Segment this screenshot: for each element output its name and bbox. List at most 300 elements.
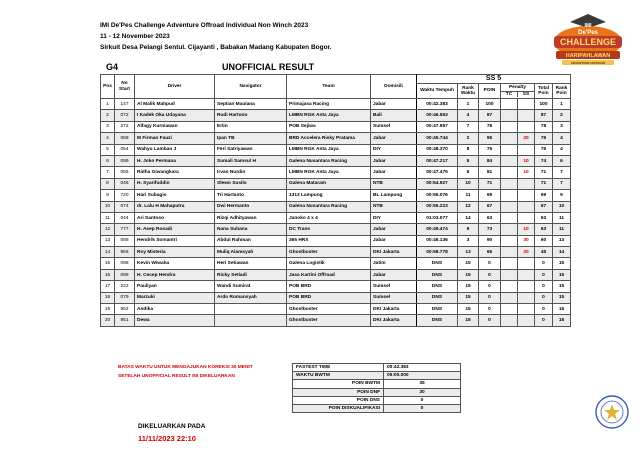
cell-waktu-tempuh: 00:47.475 — [417, 167, 458, 178]
cell-rank-poin: 15 — [553, 281, 571, 292]
cell-team: LMBN RGK Anta Jaya — [287, 110, 371, 121]
cell-waktu-tempuh: DNS — [417, 304, 458, 315]
cell-penalty-ss: 10 — [518, 224, 535, 235]
cell-no-start: 074 — [115, 201, 135, 212]
cell-rank-waktu: 7 — [458, 121, 479, 132]
cell-navigator: Ricky Setiadi — [215, 269, 287, 280]
cell-driver: Ari Santoso — [135, 212, 215, 223]
cell-rank-waktu: 15 — [458, 281, 479, 292]
summary-row — [293, 372, 461, 380]
cell-pos: 10 — [101, 201, 115, 212]
col-rank-waktu: Rank Waktu — [458, 84, 479, 99]
table-row — [101, 292, 571, 303]
cell-rank-poin: 9 — [553, 190, 571, 201]
cell-team: Janoko 4 x 4 — [287, 212, 371, 223]
cell-navigator: Slewo Susilo — [215, 178, 287, 189]
cell-driver: H. Asep Rosadi — [135, 224, 215, 235]
table-row — [101, 235, 571, 246]
cell-rank-poin: 4 — [553, 133, 571, 144]
note-line-1: BATAS WAKTU UNTUK MENGAJUKAN KOREKSI 30 MENIT — [118, 365, 253, 370]
cell-penalty-ss — [518, 315, 535, 326]
cell-navigator — [215, 304, 287, 315]
cell-team: Jasa Kartini Offroad — [287, 269, 371, 280]
logo-text-3: CHALLENGE — [560, 37, 616, 47]
cell-penalty-tc — [501, 224, 518, 235]
cell-total-poin: 45 — [535, 247, 553, 258]
cell-team: Ghostbuster — [287, 304, 371, 315]
cell-waktu-tempuh: 00:47.217 — [417, 155, 458, 166]
cell-domisili: Jabar — [371, 224, 417, 235]
table-row — [101, 190, 571, 201]
cell-penalty-tc — [501, 304, 518, 315]
cell-no-start: 055 — [115, 167, 135, 178]
col-driver: Driver — [135, 75, 215, 99]
cell-rank-waktu: 15 — [458, 258, 479, 269]
cell-poin: 0 — [479, 281, 501, 292]
cell-pos: 6 — [101, 155, 115, 166]
cell-penalty-tc — [501, 121, 518, 132]
cell-waktu-tempuh: DNS — [417, 269, 458, 280]
cell-domisili: DIY — [371, 212, 417, 223]
cell-domisili: Jabar — [371, 99, 417, 110]
col-no-start: No Start — [115, 75, 135, 99]
cell-rank-waktu: 6 — [458, 167, 479, 178]
cell-total-poin: 0 — [535, 269, 553, 280]
cell-rank-waktu: 11 — [458, 190, 479, 201]
cell-navigator: Sumali Samsul H — [215, 155, 287, 166]
cell-rank-waktu: 15 — [458, 292, 479, 303]
cell-pos: 8 — [101, 178, 115, 189]
cell-navigator: Heri Setiawan — [215, 258, 287, 269]
cell-total-poin: 71 — [535, 178, 553, 189]
cell-no-start: 046 — [115, 178, 135, 189]
cell-poin: 0 — [479, 304, 501, 315]
cell-rank-poin: 11 — [553, 224, 571, 235]
cell-team: LMBN RGK Anta Jaya — [287, 167, 371, 178]
cell-rank-waktu: 15 — [458, 315, 479, 326]
cell-pos: 1 — [101, 99, 115, 110]
cell-domisili: Sumsel — [371, 292, 417, 303]
cell-penalty-ss — [518, 212, 535, 223]
cell-navigator: Dwi Hermanto — [215, 201, 287, 212]
cell-rank-waktu: 2 — [458, 133, 479, 144]
cell-no-start: 777 — [115, 224, 135, 235]
cell-penalty-ss: 10 — [518, 155, 535, 166]
cell-rank-waktu: 4 — [458, 110, 479, 121]
table-row — [101, 99, 571, 110]
cell-rank-poin: 15 — [553, 304, 571, 315]
cell-penalty-tc — [501, 258, 518, 269]
cell-total-poin: 75 — [535, 133, 553, 144]
cell-penalty-tc — [501, 167, 518, 178]
cell-domisili: DKI Jakarta — [371, 304, 417, 315]
cell-domisili: Sumsel — [371, 281, 417, 292]
cell-rank-waktu: 8 — [458, 144, 479, 155]
cell-driver: Marzuki — [135, 292, 215, 303]
penalty-label: Penalty — [501, 85, 534, 92]
cell-rank-poin: 7 — [553, 167, 571, 178]
cell-waktu-tempuh: DNS — [417, 315, 458, 326]
summary-key: POIN DNS — [293, 396, 384, 404]
table-row — [101, 258, 571, 269]
published-datetime: 11/11/2023 22:10 — [138, 434, 196, 443]
cell-rank-poin: 11 — [553, 212, 571, 223]
cell-rank-waktu: 13 — [458, 247, 479, 258]
summary-key: WAKTU BWTM — [293, 372, 384, 380]
table-row — [101, 121, 571, 132]
cell-navigator: Rudi Hartono — [215, 110, 287, 121]
table-row — [101, 212, 571, 223]
table-row — [101, 281, 571, 292]
cell-rank-poin: 15 — [553, 258, 571, 269]
cell-domisili: Jabar — [371, 167, 417, 178]
table-row — [101, 167, 571, 178]
summary-value: 30 — [384, 388, 461, 396]
cell-domisili: NTB — [371, 201, 417, 212]
col-rank-poin: Rank Poin — [553, 84, 571, 99]
cell-driver: Roy Misteria — [135, 247, 215, 258]
cell-navigator: Abdul Rahman — [215, 235, 287, 246]
cell-penalty-tc — [501, 235, 518, 246]
cell-penalty-ss — [518, 269, 535, 280]
cell-rank-waktu: 3 — [458, 235, 479, 246]
summary-row — [293, 388, 461, 396]
cell-no-start: 098 — [115, 258, 135, 269]
cell-driver: Ridha Giwangkara — [135, 167, 215, 178]
logo-text-5: ADVENTURE OFFROAD — [570, 61, 606, 65]
cell-team: 365 HRX — [287, 235, 371, 246]
summary-value: 35 — [384, 380, 461, 388]
cell-waktu-tempuh: 00:55.223 — [417, 201, 458, 212]
cell-team: BRD Accelera Risky Pratama — [287, 133, 371, 144]
col-tc: TC — [501, 92, 518, 98]
cell-driver: Hendrik Somantri — [135, 235, 215, 246]
cell-poin: 0 — [479, 292, 501, 303]
cell-no-start: 072 — [115, 110, 135, 121]
cell-pos: 14 — [101, 247, 115, 258]
table-row — [101, 304, 571, 315]
cell-pos: 20 — [101, 315, 115, 326]
cell-penalty-tc — [501, 212, 518, 223]
cell-team: POB Sejiwa — [287, 121, 371, 132]
cell-waktu-tempuh: 00:55.076 — [417, 190, 458, 201]
summary-table — [292, 363, 461, 413]
cell-team: LMBN RGK Anta Jaya — [287, 144, 371, 155]
cell-poin: 71 — [479, 178, 501, 189]
table-row — [101, 224, 571, 235]
cell-total-poin: 67 — [535, 201, 553, 212]
cell-driver: Wahyu Lamban J — [135, 144, 215, 155]
cell-driver: Andika — [135, 304, 215, 315]
cell-rank-waktu: 9 — [458, 224, 479, 235]
cell-navigator: Tri Hartanto — [215, 190, 287, 201]
cell-rank-poin: 7 — [553, 178, 571, 189]
summary-key: FASTEST TIME — [293, 364, 384, 372]
cell-penalty-tc — [501, 269, 518, 280]
cell-penalty-tc — [501, 99, 518, 110]
cell-driver: Dewa — [135, 315, 215, 326]
table-row — [101, 155, 571, 166]
cell-pos: 2 — [101, 110, 115, 121]
cell-domisili: Sumsel — [371, 121, 417, 132]
cell-no-start: 147 — [115, 99, 135, 110]
cell-team: Ghostbuster — [287, 247, 371, 258]
table-row — [101, 144, 571, 155]
cell-domisili: Jabar — [371, 235, 417, 246]
cell-no-start: 069 — [115, 133, 135, 144]
cell-rank-waktu: 10 — [458, 178, 479, 189]
cell-waktu-tempuh: 01:03.077 — [417, 212, 458, 223]
cell-rank-waktu: 1 — [458, 99, 479, 110]
cell-no-start: 054 — [115, 144, 135, 155]
cell-penalty-ss — [518, 258, 535, 269]
cell-team: Galena Logistik — [287, 258, 371, 269]
cell-driver: dr. Lalu H Mahaputra — [135, 201, 215, 212]
cell-domisili: Jabar — [371, 155, 417, 166]
cell-domisili: DIY — [371, 144, 417, 155]
cell-penalty-ss — [518, 292, 535, 303]
cell-rank-poin: 13 — [553, 235, 571, 246]
cell-domisili: NTB — [371, 178, 417, 189]
cell-total-poin: 0 — [535, 292, 553, 303]
cell-poin: 65 — [479, 247, 501, 258]
cell-no-start: 952 — [115, 304, 135, 315]
event-title: IMI De'Pes Challenge Adventure Offroad Individual Non Winch 2023 — [100, 22, 309, 29]
cell-rank-poin: 15 — [553, 269, 571, 280]
results-table — [100, 74, 571, 327]
cell-navigator: Irvan Nurdin — [215, 167, 287, 178]
cell-pos: 4 — [101, 133, 115, 144]
cell-penalty-ss — [518, 281, 535, 292]
cell-pos: 17 — [101, 281, 115, 292]
cell-rank-poin: 15 — [553, 292, 571, 303]
summary-value: 0 — [384, 404, 461, 412]
cell-penalty-ss — [518, 178, 535, 189]
cell-poin: 73 — [479, 224, 501, 235]
event-logo — [548, 12, 628, 67]
col-pos: Pos — [101, 75, 115, 99]
cell-rank-waktu: 14 — [458, 212, 479, 223]
cell-total-poin: 74 — [535, 155, 553, 166]
cell-penalty-ss: 20 — [518, 247, 535, 258]
cell-penalty-tc — [501, 315, 518, 326]
cell-poin: 0 — [479, 258, 501, 269]
cell-navigator: Erlin — [215, 121, 287, 132]
cell-no-start: 044 — [115, 212, 135, 223]
table-row — [101, 315, 571, 326]
summary-value: 0 — [384, 396, 461, 404]
cell-team: Galena Mataram — [287, 178, 371, 189]
cell-total-poin: 0 — [535, 281, 553, 292]
col-total-poin: Total Poin — [535, 84, 553, 99]
cell-penalty-ss: 20 — [518, 133, 535, 144]
cell-pos: 16 — [101, 269, 115, 280]
cell-pos: 15 — [101, 258, 115, 269]
cell-waktu-tempuh: 00:47.957 — [417, 121, 458, 132]
cell-poin: 0 — [479, 315, 501, 326]
cell-total-poin: 60 — [535, 235, 553, 246]
cell-penalty-tc — [501, 292, 518, 303]
cell-team: Galena Nusantara Racing — [287, 155, 371, 166]
cell-domisili: Jabar — [371, 133, 417, 144]
cell-team: 1313 Lampung — [287, 190, 371, 201]
summary-key: POIN BWTM — [293, 380, 384, 388]
cell-waktu-tempuh: DNS — [417, 292, 458, 303]
table-row — [101, 110, 571, 121]
cell-no-start: 951 — [115, 315, 135, 326]
cell-driver: H. Syarifuddin — [135, 178, 215, 189]
cell-poin: 63 — [479, 212, 501, 223]
cell-penalty-ss — [518, 110, 535, 121]
table-row — [101, 178, 571, 189]
cell-no-start: 088 — [115, 235, 135, 246]
cell-no-start: 099 — [115, 155, 135, 166]
cell-waktu-tempuh: 00:49.474 — [417, 224, 458, 235]
cell-navigator: Rizqi Adhityawan — [215, 212, 287, 223]
cell-driver: Al Malik Mahpud — [135, 99, 215, 110]
cell-rank-poin: 2 — [553, 110, 571, 121]
cell-total-poin: 87 — [535, 110, 553, 121]
cell-driver: Kevin Wiwaha — [135, 258, 215, 269]
cell-navigator: Septian Maulana — [215, 99, 287, 110]
cell-team: DC Trans — [287, 224, 371, 235]
cell-waktu-tempuh: 00:48.370 — [417, 144, 458, 155]
cell-penalty-tc — [501, 178, 518, 189]
cell-penalty-ss — [518, 190, 535, 201]
cell-navigator: Nana Suhana — [215, 224, 287, 235]
result-title: UNOFFICIAL RESULT — [222, 62, 315, 72]
cell-poin: 87 — [479, 110, 501, 121]
cell-waktu-tempuh: 00:46.136 — [417, 235, 458, 246]
cell-total-poin: 71 — [535, 167, 553, 178]
cell-rank-poin: 1 — [553, 99, 571, 110]
cell-poin: 0 — [479, 269, 501, 280]
table-row — [101, 133, 571, 144]
cell-rank-poin: 15 — [553, 315, 571, 326]
cell-rank-poin: 3 — [553, 121, 571, 132]
cell-rank-waktu: 12 — [458, 201, 479, 212]
summary-row — [293, 396, 461, 404]
cell-poin: 69 — [479, 190, 501, 201]
cell-team: POB BRD — [287, 281, 371, 292]
cell-pos: 12 — [101, 224, 115, 235]
cell-pos: 13 — [101, 235, 115, 246]
cell-penalty-ss — [518, 121, 535, 132]
cell-pos: 11 — [101, 212, 115, 223]
table-row — [101, 269, 571, 280]
cell-driver: H. Cecep Hendra — [135, 269, 215, 280]
cell-domisili: BL Lampung — [371, 190, 417, 201]
cell-penalty-tc — [501, 155, 518, 166]
cell-penalty-tc — [501, 190, 518, 201]
cell-driver: I Kadek Oka Udayana — [135, 110, 215, 121]
summary-row — [293, 380, 461, 388]
summary-key: POIN DNF — [293, 388, 384, 396]
cell-pos: 18 — [101, 292, 115, 303]
summary-value: 05:00.000 — [384, 372, 461, 380]
cell-domisili: Bali — [371, 110, 417, 121]
cell-penalty-ss — [518, 99, 535, 110]
cell-poin: 78 — [479, 121, 501, 132]
col-team: Team — [287, 75, 371, 99]
cell-waktu-tempuh: DNS — [417, 281, 458, 292]
cell-rank-poin: 6 — [553, 155, 571, 166]
cell-driver: H. Joko Permana — [135, 155, 215, 166]
cell-penalty-ss: 10 — [518, 167, 535, 178]
cell-rank-poin: 14 — [553, 247, 571, 258]
cell-penalty-tc — [501, 144, 518, 155]
logo-text-1: IMI — [584, 23, 592, 29]
cell-navigator: Ipan TB — [215, 133, 287, 144]
cell-driver: M Firman Fauzi — [135, 133, 215, 144]
summary-row — [293, 404, 461, 412]
table-row — [101, 247, 571, 258]
cell-team: Primajasa Racing — [287, 99, 371, 110]
cell-penalty-ss — [518, 144, 535, 155]
cell-domisili: Jatim — [371, 258, 417, 269]
cell-pos: 3 — [101, 121, 115, 132]
cell-domisili: DKI Jakarta — [371, 315, 417, 326]
cell-poin: 95 — [479, 133, 501, 144]
cell-penalty-ss — [518, 201, 535, 212]
note-line-2: SETELAH UNOFFICIAL RESULT INI DIKELUARKAN — [118, 374, 235, 379]
correction-note — [118, 363, 253, 381]
event-venue: Sirkuit Desa Pelangi Sentul. Cijayanti , Babakan Madang Kabupaten Bogor. — [100, 44, 332, 51]
cell-domisili: DKI Jakarta — [371, 247, 417, 258]
table-row — [101, 201, 571, 212]
cell-total-poin: 100 — [535, 99, 553, 110]
cell-navigator: Wandi Sumirat — [215, 281, 287, 292]
cell-rank-waktu: 15 — [458, 269, 479, 280]
cell-driver: Alfagy Kurniawan — [135, 121, 215, 132]
cell-penalty-tc — [501, 247, 518, 258]
summary-key: POIN DISKUALIFIKASI — [293, 404, 384, 412]
cell-no-start: 099 — [115, 269, 135, 280]
cell-poin: 81 — [479, 167, 501, 178]
col-ss: SS — [522, 91, 530, 97]
cell-total-poin: 0 — [535, 304, 553, 315]
cell-no-start: 720 — [115, 190, 135, 201]
col-navigator: Navigator — [215, 75, 287, 99]
cell-total-poin: 78 — [535, 121, 553, 132]
cell-waktu-tempuh: DNS — [417, 258, 458, 269]
cell-waktu-tempuh: 00:58.778 — [417, 247, 458, 258]
cell-poin: 67 — [479, 201, 501, 212]
group-label: G4 — [106, 62, 119, 72]
cell-poin: 100 — [479, 99, 501, 110]
event-date: 11 - 12 November 2023 — [100, 33, 170, 40]
summary-row — [293, 364, 461, 372]
logo-text-2: De'Pes — [578, 30, 598, 36]
cell-navigator: Ardo Romansyah — [215, 292, 287, 303]
col-ss5: SS 5 — [417, 75, 571, 84]
cell-team: Ghostbuster — [287, 315, 371, 326]
cell-rank-waktu: 15 — [458, 304, 479, 315]
cell-waktu-tempuh: 00:54.927 — [417, 178, 458, 189]
cell-no-start: 272 — [115, 121, 135, 132]
cell-navigator: Feri Satriyawan — [215, 144, 287, 155]
cell-no-start: 956 — [115, 247, 135, 258]
col-poin: POIN — [479, 84, 501, 99]
cell-pos: 5 — [101, 144, 115, 155]
cell-driver: Hari Subagio — [135, 190, 215, 201]
published-label: DIKELUARKAN PADA — [138, 423, 206, 430]
cell-waktu-tempuh: 00:42.383 — [417, 99, 458, 110]
cell-total-poin: 69 — [535, 190, 553, 201]
cell-rank-poin: 4 — [553, 144, 571, 155]
cell-total-poin: 0 — [535, 315, 553, 326]
cell-waktu-tempuh: 00:46.553 — [417, 110, 458, 121]
